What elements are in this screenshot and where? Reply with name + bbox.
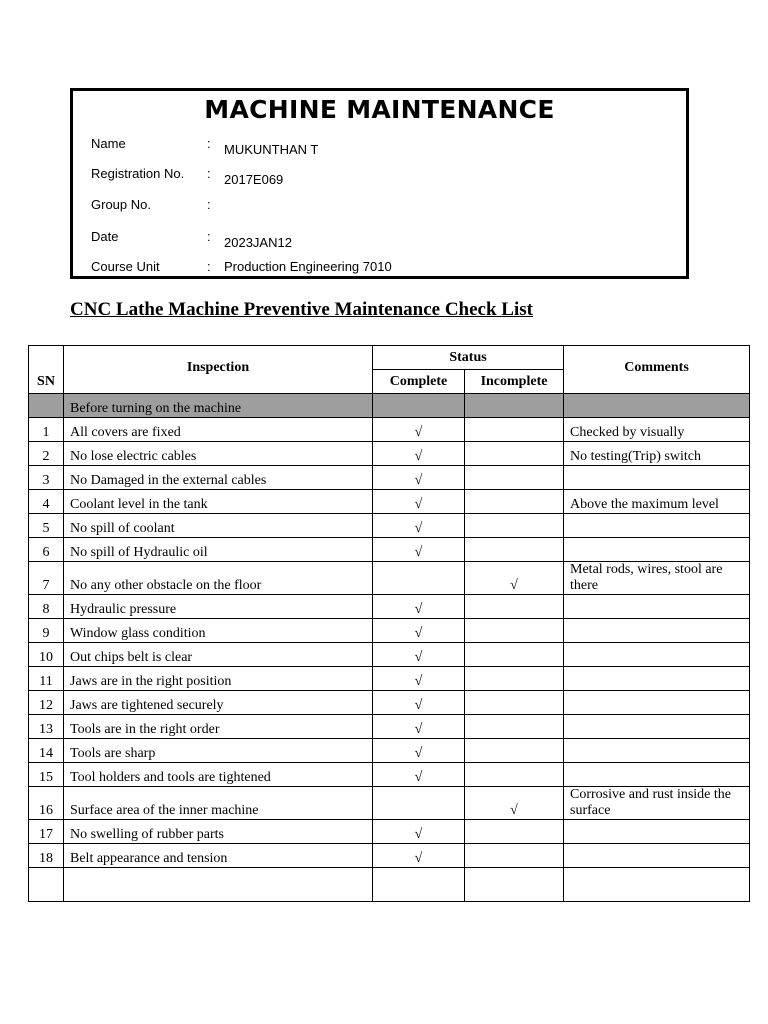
table-row	[29, 595, 750, 619]
row-comment	[564, 643, 750, 667]
row-sn: 12	[29, 691, 64, 715]
row-complete-mark: √	[373, 667, 465, 691]
row-incomplete-mark	[465, 739, 564, 763]
row-complete-mark: √	[373, 538, 465, 562]
date-label: Date	[91, 229, 119, 244]
row-incomplete-mark	[465, 442, 564, 466]
empty-cell	[373, 868, 465, 902]
name-label: Name	[91, 136, 126, 151]
row-inspection: Tool holders and tools are tightened	[64, 763, 373, 787]
document-title: MACHINE MAINTENANCE	[204, 95, 555, 124]
table-row	[29, 763, 750, 787]
row-sn: 10	[29, 643, 64, 667]
table-row	[29, 667, 750, 691]
date-value: 2023JAN12	[224, 235, 292, 250]
course-unit-row	[91, 259, 681, 279]
comments-header: Comments	[564, 346, 750, 394]
row-complete-mark: √	[373, 739, 465, 763]
row-inspection: Window glass condition	[64, 619, 373, 643]
row-complete-mark: √	[373, 844, 465, 868]
course-unit-label: Course Unit	[91, 259, 160, 274]
name-colon: :	[207, 136, 211, 151]
table-row	[29, 739, 750, 763]
table-row	[29, 643, 750, 667]
row-comment	[564, 466, 750, 490]
row-incomplete-mark	[465, 418, 564, 442]
row-comment: Checked by visually	[564, 418, 750, 442]
row-incomplete-mark	[465, 538, 564, 562]
row-incomplete-mark	[465, 595, 564, 619]
row-sn: 9	[29, 619, 64, 643]
row-sn: 16	[29, 787, 64, 820]
date-row	[91, 229, 681, 249]
section-label: Before turning on the machine	[64, 394, 373, 418]
table-row	[29, 715, 750, 739]
registration-label: Registration No.	[91, 166, 185, 181]
row-incomplete-mark	[465, 619, 564, 643]
row-sn: 15	[29, 763, 64, 787]
empty-cell	[29, 868, 64, 902]
table-row	[29, 691, 750, 715]
table-row	[29, 442, 750, 466]
row-inspection: Tools are in the right order	[64, 715, 373, 739]
course-unit-value: Production Engineering 7010	[224, 259, 392, 274]
row-incomplete-mark: √	[465, 562, 564, 595]
row-inspection: Belt appearance and tension	[64, 844, 373, 868]
row-sn: 11	[29, 667, 64, 691]
row-comment	[564, 619, 750, 643]
group-row	[91, 197, 681, 217]
inspection-header: Inspection	[64, 346, 373, 394]
row-sn: 3	[29, 466, 64, 490]
row-inspection: No Damaged in the external cables	[64, 466, 373, 490]
row-comment	[564, 691, 750, 715]
incomplete-header: Incomplete	[465, 370, 564, 394]
row-sn: 1	[29, 418, 64, 442]
row-inspection: Out chips belt is clear	[64, 643, 373, 667]
row-inspection: No spill of Hydraulic oil	[64, 538, 373, 562]
row-incomplete-mark	[465, 763, 564, 787]
checklist-table	[28, 345, 750, 902]
row-sn: 8	[29, 595, 64, 619]
row-comment	[564, 763, 750, 787]
row-complete-mark	[373, 787, 465, 820]
group-label: Group No.	[91, 197, 151, 212]
row-complete-mark: √	[373, 691, 465, 715]
row-comment	[564, 739, 750, 763]
row-sn: 4	[29, 490, 64, 514]
row-complete-mark: √	[373, 442, 465, 466]
row-sn: 14	[29, 739, 64, 763]
row-complete-mark: √	[373, 595, 465, 619]
name-value: MUKUNTHAN T	[224, 142, 319, 157]
row-comment: Metal rods, wires, stool are there	[564, 562, 750, 595]
table-row	[29, 820, 750, 844]
row-comment	[564, 595, 750, 619]
row-sn: 18	[29, 844, 64, 868]
row-sn: 17	[29, 820, 64, 844]
row-sn: 7	[29, 562, 64, 595]
table-row	[29, 418, 750, 442]
row-inspection: All covers are fixed	[64, 418, 373, 442]
registration-row	[91, 166, 681, 186]
row-incomplete-mark	[465, 514, 564, 538]
empty-cell	[64, 868, 373, 902]
row-inspection: No spill of coolant	[64, 514, 373, 538]
empty-row	[29, 868, 750, 902]
row-sn: 6	[29, 538, 64, 562]
row-complete-mark: √	[373, 514, 465, 538]
complete-header: Complete	[373, 370, 465, 394]
section-incomplete-cell	[465, 394, 564, 418]
name-row	[91, 136, 681, 156]
row-sn: 5	[29, 514, 64, 538]
table-row	[29, 538, 750, 562]
row-incomplete-mark	[465, 490, 564, 514]
row-comment	[564, 844, 750, 868]
table-row	[29, 490, 750, 514]
row-incomplete-mark	[465, 643, 564, 667]
section-row	[29, 394, 750, 418]
section-sn-cell	[29, 394, 64, 418]
date-colon: :	[207, 229, 211, 244]
empty-cell	[465, 868, 564, 902]
section-comment-cell	[564, 394, 750, 418]
row-incomplete-mark	[465, 844, 564, 868]
row-inspection: Jaws are tightened securely	[64, 691, 373, 715]
row-incomplete-mark	[465, 466, 564, 490]
row-inspection: Surface area of the inner machine	[64, 787, 373, 820]
row-complete-mark: √	[373, 466, 465, 490]
table-row	[29, 514, 750, 538]
row-comment: Corrosive and rust inside the surface	[564, 787, 750, 820]
row-comment	[564, 514, 750, 538]
sn-header: SN	[29, 346, 64, 394]
table-row	[29, 844, 750, 868]
row-inspection: No lose electric cables	[64, 442, 373, 466]
row-incomplete-mark: √	[465, 787, 564, 820]
row-incomplete-mark	[465, 820, 564, 844]
row-inspection: Hydraulic pressure	[64, 595, 373, 619]
table-row	[29, 787, 750, 820]
row-inspection: Coolant level in the tank	[64, 490, 373, 514]
row-sn: 2	[29, 442, 64, 466]
row-incomplete-mark	[465, 715, 564, 739]
group-colon: :	[207, 197, 211, 212]
row-sn: 13	[29, 715, 64, 739]
empty-cell	[564, 868, 750, 902]
row-complete-mark: √	[373, 643, 465, 667]
row-complete-mark: √	[373, 619, 465, 643]
course-unit-colon: :	[207, 259, 211, 274]
table-row	[29, 562, 750, 595]
row-comment	[564, 715, 750, 739]
registration-value: 2017E069	[224, 172, 284, 187]
status-header: Status	[373, 346, 564, 370]
row-complete-mark: √	[373, 763, 465, 787]
row-comment	[564, 538, 750, 562]
row-inspection: Tools are sharp	[64, 739, 373, 763]
row-complete-mark	[373, 562, 465, 595]
header-row-top	[29, 346, 750, 370]
registration-colon: :	[207, 166, 211, 181]
row-incomplete-mark	[465, 691, 564, 715]
table-row	[29, 466, 750, 490]
row-inspection: Jaws are in the right position	[64, 667, 373, 691]
checklist-title: CNC Lathe Machine Preventive Maintenance Check List	[70, 299, 533, 320]
row-complete-mark: √	[373, 490, 465, 514]
row-comment	[564, 667, 750, 691]
row-complete-mark: √	[373, 715, 465, 739]
row-comment	[564, 820, 750, 844]
row-comment: No testing(Trip) switch	[564, 442, 750, 466]
row-comment: Above the maximum level	[564, 490, 750, 514]
section-complete-cell	[373, 394, 465, 418]
row-incomplete-mark	[465, 667, 564, 691]
row-inspection: No any other obstacle on the floor	[64, 562, 373, 595]
header-box	[70, 88, 689, 279]
row-complete-mark: √	[373, 820, 465, 844]
row-inspection: No swelling of rubber parts	[64, 820, 373, 844]
row-complete-mark: √	[373, 418, 465, 442]
table-row	[29, 619, 750, 643]
